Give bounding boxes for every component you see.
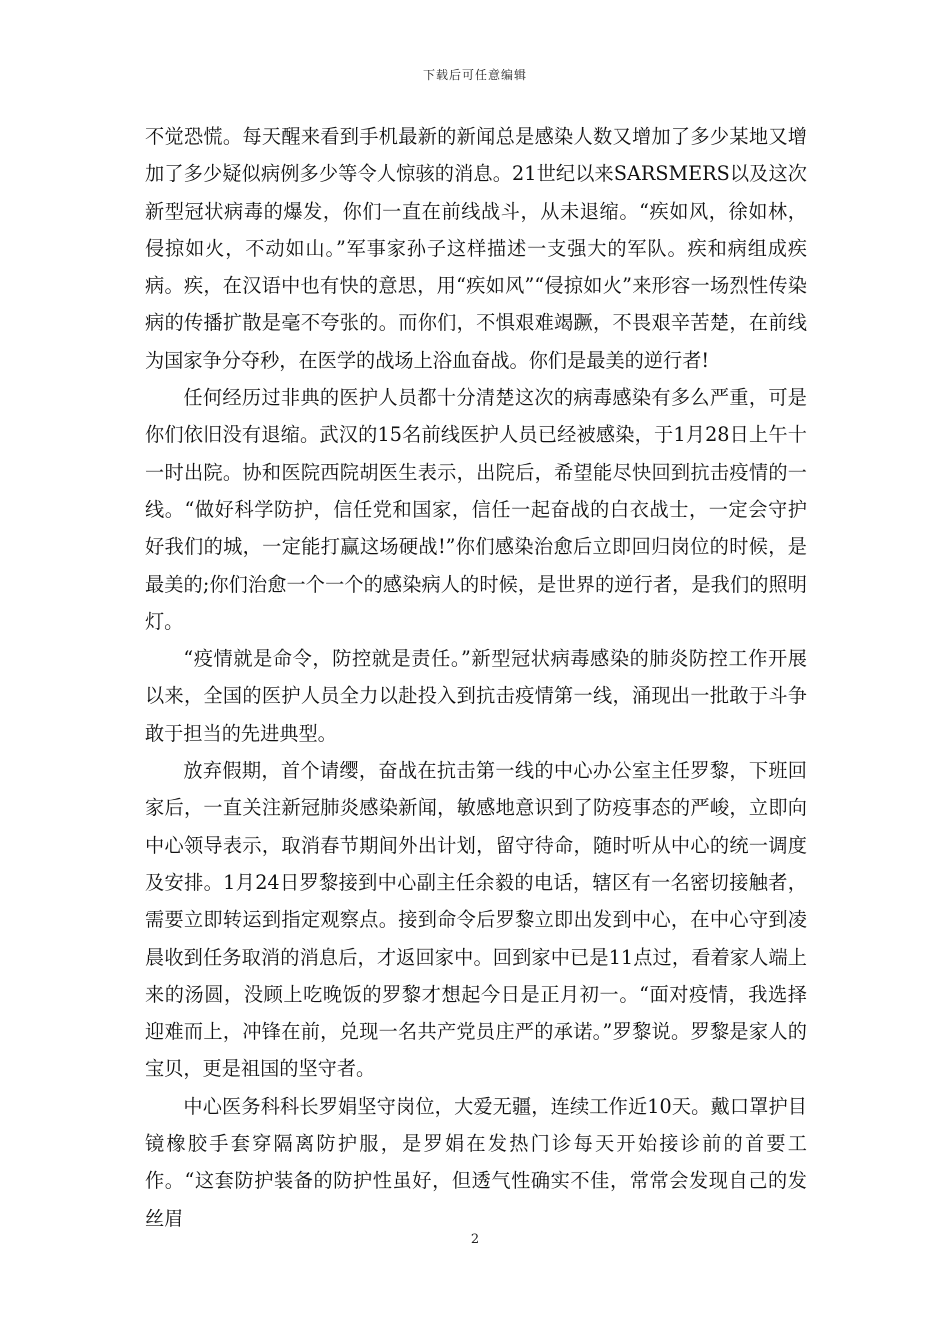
paragraph: 放弃假期，首个请缨，奋战在抗击第一线的中心办公室主任罗黎，下班回家后，一直关注新冠肺炎感染新闻，敏感地意识到了防疫事态的严峻，立即向中心领导表示，取消春节期间外出计划，留守待命，随时听从中心的统一调度及安排。1月24日罗黎接到中心副主任余毅的电话，辖区有一名密切接触者，需要立即转运到指定观察点。接到命令后罗黎立即出发到中心，在中心守到凌晨收到任务取消的消息后，才返回家中。回到家中已是11点过，看着家人端上来的汤圆，没顾上吃晚饭的罗黎才想起今日是正月初一。“面对疫情，我选择迎难而上，冲锋在前，兑现一名共产党员庄严的承诺。”罗黎说。罗黎是家人的宝贝，更是祖国的坚守者。 — [145, 759, 807, 1081]
document-body — [145, 118, 807, 1237]
paragraph: “疫情就是命令，防控就是责任。”新型冠状病毒感染的肺炎防控工作开展以来，全国的医护人员全力以赴投入到抗击疫情第一线，涌现出一批敢于斗争敢于担当的先进典型。 — [145, 647, 807, 745]
paragraph: 中心医务科科长罗娟坚守岗位，大爱无疆，连续工作近10天。戴口罩护目镜橡胶手套穿隔离防护服，是罗娟在发热门诊每天开始接诊前的首要工作。“这套防护装备的防护性虽好，但透气性确实不佳，常常会发现自己的发丝眉 — [145, 1094, 807, 1230]
page-header: 下载后可任意编辑 — [422, 68, 527, 82]
paragraph: 任何经历过非典的医护人员都十分清楚这次的病毒感染有多么严重，可是你们依旧没有退缩。武汉的15名前线医护人员已经被感染，于1月28日上午十一时出院。协和医院西院胡医生表示，出院后，希望能尽快回到抗击疫情的一线。“做好科学防护，信任党和国家，信任一起奋战的白衣战士，一定会守护好我们的城，一定能打赢这场硬战!”你们感染治愈后立即回归岗位的时候，是最美的;你们治愈一个一个的感染病人的时候，是世界的逆行者，是我们的照明灯。 — [145, 386, 807, 633]
paragraph-continuation: 不觉恐慌。每天醒来看到手机最新的新闻总是感染人数又增加了多少某地又增加了多少疑似病例多少等令人惊骇的消息。21世纪以来SARSMERS以及这次新型冠状病毒的爆发，你们一直在前线战斗，从未退缩。“疾如风，徐如林，侵掠如火，不动如山。”军事家孙子这样描述一支强大的军队。疾和病组成疾病。疾，在汉语中也有快的意思，用“疾如风”“侵掠如火”来形容一场烈性传染病的传播扩散是毫不夸张的。而你们，不惧艰难竭蹶，不畏艰辛苦楚，在前线为国家争分夺秒，在医学的战场上浴血奋战。你们是最美的逆行者! — [145, 125, 807, 372]
page-number: 2 — [470, 1232, 480, 1247]
